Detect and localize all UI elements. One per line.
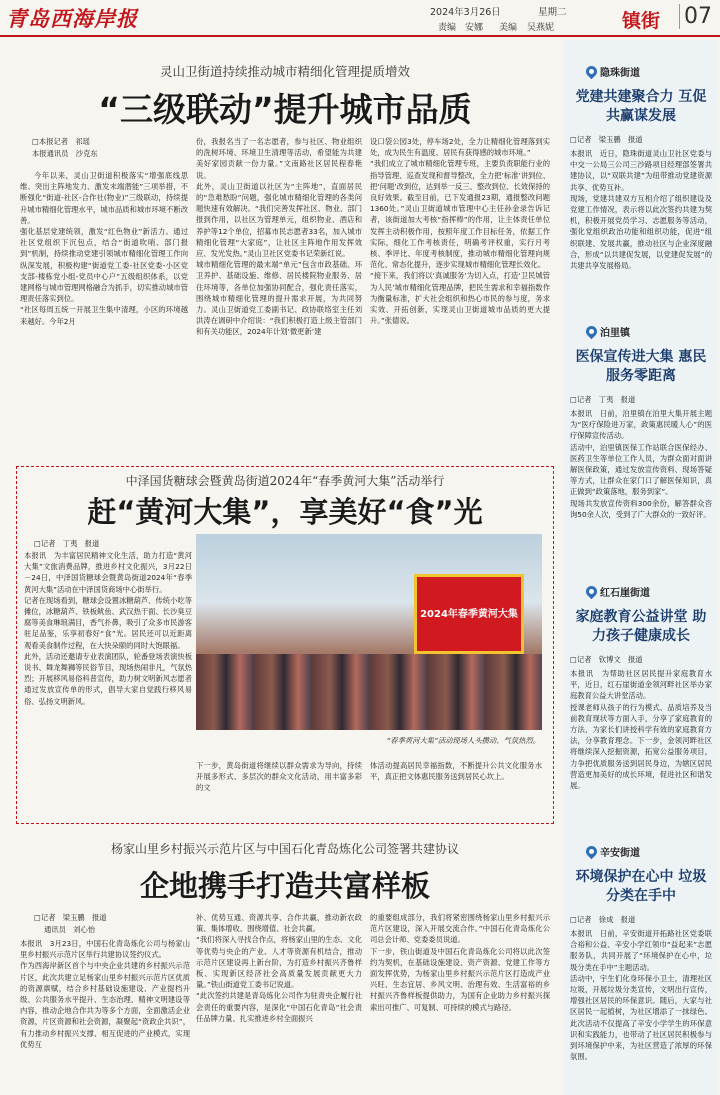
article3-byline2: 通讯员 刘心怡: [44, 925, 96, 934]
sidebar1-location: 隐珠街道: [600, 68, 640, 79]
sidebar3-body: 本报讯 为帮助社区居民提升家庭教育水平，近日，红石崖街道金领河畔社区举办家庭教育公益大讲堂活动。 授课老师从孩子的行为模式、品质培养及当前教育现状等方面入手，分享了家庭教育的方法，为家长们讲授科学有效的家庭教育方法，分享教育理念。下一步，金领河畔社区将继续深入挖掘资源，拓宽公益服务项目，力争把优质服务送到居民身边，为辖区居民营造更加美好的成长环境，促进社区和谐发展。: [570, 669, 712, 791]
header-rule: [0, 35, 720, 37]
sidebar4-byline: □记者 徐成 报道: [570, 915, 636, 924]
article1-byline2: 本报通讯员 沙克东: [32, 149, 98, 158]
article1-column2: 份，我报名当了一名志愿者，参与社区、物业组织的洗树环境、环境卫生清理等活动，希望能为共建美好家园贡献一份力量。”文南路社区居民程春艳说。 此外，灵山卫街道以社区为“主阵地”，直面居民的“急难愁盼”问题，强化城市精细化管理的各类问题快速有效解决。“我们完善发挥社区、物业、部门报到作用，以社区为管理单元，组织物业、酒店和养护等12个单位，招募市民志愿者33名，加入城市精细化管理“大家庭”，让社区主阵地作用发挥效应、发光发热。”灵山卫社区党委书记荣新红说。 城市精细化管理的最末端“单元”包含市政基础、环卫养护、基础设施、维修、居民楼院物业服务、居住环境等，各单位加强协同配合，强化责任落实，围绕城市精细化管理的提升需求开展，为共同努力。灵山卫街道党工委副书记、政协联络室主任刘洪涛在调研中介绍说：“我们积极打造上级主管部门和有关功能区，2024年计划‘微更新’建: [196, 137, 362, 337]
article3-kicker: 杨家山里乡村振兴示范片区与中国石化青岛炼化公司签署共建协议: [110, 842, 459, 856]
sidebar2-body: 本报讯 日前，泊里镇在泊里大集开展主题为“医疗保险进万家，政策惠民暖人心”的医疗保障宣传活动。 活动中，泊里镇医保工作站联合医保经办、医药卫生等单位工作人员，为群众面对面讲解医保政策，通过发放宣传资料、现场答疑等方式，让群众在家门口了解医保知识，真正做到“政策落地，服务到家”。 现场共发放宣传资料300余份，解答群众咨询50余人次，受到了广大群众的一致好评。: [570, 409, 712, 519]
sidebar1-body: 本报讯 近日，隐珠街道灵山卫社区党委与中交一公局三公司三沙路项目经理部签署共建协议，以“双联共建”为纽带推动党建资源共享、优势互补。 现场，党建共建双方互相介绍了组织建设及党建工作情况，表示将以此次签约共建为契机，积极开展党员学习、志愿服务等活动，强化党组织政治功能和组织功能，促进“组织联建、发展共赢，推动社区与企业深度融合，形成“以共建促发展，以党建促发展”的共建共享发展格局。: [570, 149, 712, 271]
article3-column1: 本报讯 3月23日，中国石化青岛炼化公司与杨家山里乡村振兴示范片区举行共建协议签约仪式。 作为西海岸新区首个与中央企业共建的乡村振兴示范片区，此次共建立足杨家山里乡村振兴示范片区优质的资源禀赋，结合乡村基础设施建设、产业提档升级、公共服务水平提升、生态治理、精神文明建设等内容，推动企地合作共为等多个方面，全面激活企业资源，片区资源和社会资源，凝聚起“资政企共识”，有力推动乡村振兴支撑、相互促进的产业模式，实现优势互: [20, 939, 190, 1049]
article1-kicker: 灵山卫街道持续推动城市精细化管理提质增效: [159, 64, 410, 79]
editor-label: 责编: [438, 23, 457, 33]
sidebar3-byline: □记者 钦博文 报道: [570, 655, 643, 664]
event-photo: [196, 534, 542, 730]
article1-headline: “三级联动”提升城市品质: [98, 90, 472, 129]
sidebar2-byline: □记者 丁夷 报道: [570, 395, 636, 404]
sidebar4-location: 辛安街道: [600, 848, 640, 859]
designer-name: 吴燕妮: [527, 23, 555, 33]
photo-caption: “春季黄河大集”活动现场人头攒动、气氛热烈。: [386, 736, 540, 745]
designer-label: 美编: [499, 23, 518, 33]
article1-byline1: □本报记者 祁瑶: [32, 137, 90, 146]
crowd-image: [196, 654, 542, 730]
sidebar1-byline: □记者 梁玉鹏 报道: [570, 135, 643, 144]
article3-headline: 企地携手打造共富样板: [139, 869, 430, 903]
sidebar2-location: 泊里镇: [600, 328, 630, 339]
article1-column3: 设口袋公园3处，停车场2处，全力让精细化管理落到实处，成为民生有温度、居民有获得感的城市环境。” “我们成立了城市精细化管理专班，主要负责职能行业的指导管理、巡查发现和督导整改，全力把‘标准’讲到位、把‘问题’改到位，达到举一反三、整改到位、长效保持的良好效果。截至目前，已下发通报23期，通报整改问题1360处。”灵山卫街道城市管理中心主任孙金录告诉记者，该街道加大考核“指挥棒”的作用，让主体责任单位发挥主动积极作用，按照年度工作目标任务，依据工作实际，细化工作考核责任，明确考评权重，实行月考核、季评比、年度考核制度，推动城市精细化管理向规范化、常态化提升，逐步实现城市精细化管理长效化。 “接下来，我们将以‘真诚服务’为切入点，打造‘卫民城管为人民’城市精细化管理品牌，把民生需求和幸福指数作为衡量标准，扩大社会组织和热心市民的参与度，务求实效、开拓创新，实现灵山卫街道城市品质的更大提升。”张德说。: [370, 137, 550, 326]
article3-column3: 的重要组成部分，我们将紧密围绕杨家山里乡村振兴示范片区建设，深入开展交流合作。”中国石化青岛炼化公司总会计师、党委委员说道。 下一步，铁山街道及中国石化青岛炼化公司将以此次签约为契机，在基础设施建设、资产资源、党建工作等方面发挥优势，为杨家山里乡村振兴示范片区打造成产业兴旺、生态宜居、乡风文明、治理有效、生活富裕的乡村振兴齐鲁样板提供助力，为国有企业助力乡村振兴探索出可推广、可复制、可持续的模式与路径。: [370, 913, 550, 1012]
issue-date: 2024年3月26日: [430, 7, 501, 18]
sidebar2-headline: 医保宣传进大集 惠民服务零距离: [575, 349, 707, 384]
sidebar4-body: 本报讯 日前，辛安街道开拓路社区党委联合裕和公益、辛安小学红领巾“益起来”志愿服务队，共同开展了“环境保护在心中，垃圾分类在手中”主题活动。 活动中，宇生们化身环保小卫士，清理社区垃圾，开展垃圾分类宣传，文明出行宣传，增强社区居民的环保意识。随后，大家与社区居民一起植树，为社区增添了一抹绿色。此次活动不仅提高了辛安小学学生的环保意识和实践能力，也带动了社区居民积极参与到环境保护中来，为社区营造了浓厚的环保氛围。: [570, 929, 712, 1062]
sidebar4-headline: 环境保护在心中 垃圾分类在手中: [575, 869, 707, 904]
newspaper-logo: 青岛西海岸报: [6, 6, 138, 31]
sidebar1-headline: 党建共建聚合力 互促共赢谋发展: [575, 89, 707, 124]
event-stage-sign: 2024年春季黄河大集: [414, 574, 524, 654]
article2-column2: 下一步，黄岛街道将继续以群众需求为导向，持续开展多形式、多层次的群众文化活动，用丰富多彩的文: [196, 761, 362, 793]
article1-column1: 今年以来，灵山卫街道积极落实“增强底线思维、突出主阵地发力、激发末端潜能”三项举措，不断强化“街道-社区-合作社(物业)”三级联动，持续提升城市精细化管理水平，城市品质和城市环境不断改善。 强化基层党建统领，激发“红色物业”新活力。通过社区党组织下沉包点，结合“街道吹哨、部门报到”机制，持续推动党建引领城市精细化管理工作向纵深发展，积极构建“街道党工委-社区党委-小区党支部-楼栋党小组-党员中心户”五级组织体系，以党建网格与城市管理网格融合为抓手，切实推动城市管理责任落实到位。 “社区每周五统一开展卫生集中清理，小区的环境越来越好。今年2月: [20, 171, 188, 326]
article2-headline: 赶“黄河大集”，享美好“食”光: [87, 495, 483, 529]
sidebar3-headline: 家庭教育公益讲堂 助力孩子健康成长: [575, 609, 707, 644]
section-name: 镇街: [622, 10, 661, 32]
article2-byline: □记者 丁夷 报道: [34, 539, 100, 548]
issue-weekday: 星期二: [538, 7, 567, 18]
article3-column2: 补、优势互通、资源共享、合作共赢，推动新农政策、集体增收、围绕增值、社会共赢。 “我们将深入寻找合作点，将杨家山里的生态、文化等优势与央企的产业、人才等资源有机结合，推动示范片区建设再上新台阶，为打造乡村振兴齐鲁样板、实现新区经济社会高质量发展贡献更大力量。”铁山街道党工委书记说道。 “此次签约共建是青岛炼化公司作为驻青央企履行社会责任的重要内容，是深化“中国石化青岛”社会责任品牌力量、扎实推进乡村全面振兴: [196, 913, 362, 1023]
article2-column1: 本报讯 为丰富居民精神文化生活，助力打造“黄河大集”文旅消费品牌，推进乡村文化振兴，3月22日－24日，中泽国货糖球会暨黄岛街道2024年“春季黄河大集”活动在中泽国货商场中心街举行。 记者在现场看到，糖球会设置冰糖葫芦、传统小吃等摊位，冰糖葫芦、铁板鱿鱼、武汉热干面、长沙臭豆腐等美食琳琅满目，香气扑鼻，吸引了众多市民游客驻足品鉴，乐享初春好“食”光。居民还可以近距离观看美食制作过程，在大快朵颐的同时大饱眼福。 此外，活动还邀请专业表演团队，轮番登场表演快板说书、舞龙舞狮等民俗节目，现场热闹非凡，气氛热烈；开展移风易俗科普宣传，助力树文明新风志愿者通过发放宣传单的形式，倡导大家自觉践行移风易俗、弘扬文明新风。: [24, 551, 192, 706]
editor-name: 安娜: [465, 23, 484, 33]
article2-kicker: 中泽国货糖球会暨黄岛街道2024年“春季黄河大集”活动举行: [125, 474, 445, 488]
page-number: 07: [679, 4, 712, 29]
article2-column3: 体活动提高居民幸福指数，不断提升公共文化服务水平，真正把文体惠民服务送到居民心坎上。: [370, 761, 542, 782]
sidebar3-location: 红石崖街道: [600, 588, 650, 599]
article3-byline1: □记者 梁玉鹏 报道: [34, 913, 107, 922]
